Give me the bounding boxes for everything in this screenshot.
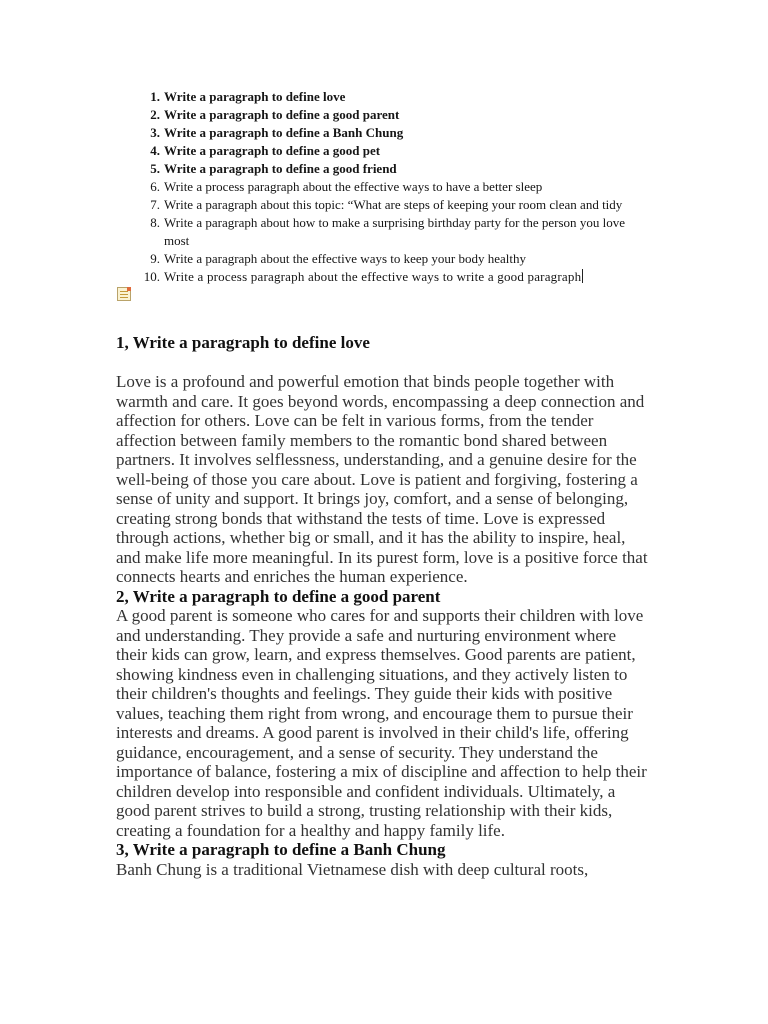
task-number: 7.	[150, 197, 160, 212]
task-item-3	[140, 124, 625, 142]
task-item-1	[140, 88, 625, 106]
task-number: 5.	[150, 161, 160, 176]
task-text: Write a paragraph to define love	[164, 89, 346, 104]
task-number: 4.	[150, 143, 160, 158]
task-text: Write a process paragraph about the effective ways to have a better sleep	[164, 179, 543, 194]
section-heading-parent: 2, Write a paragraph to define a good parent	[116, 586, 441, 606]
task-item-5	[140, 160, 625, 178]
text-cursor	[582, 269, 583, 283]
comment-note-icon[interactable]	[117, 287, 131, 301]
task-number: 9.	[150, 251, 160, 266]
task-text: Write a process paragraph about the effective ways to write a good paragraph	[164, 269, 582, 284]
task-item-6	[140, 178, 625, 196]
task-number: 8.	[150, 215, 160, 230]
document-body	[116, 333, 651, 879]
task-item-2	[140, 106, 625, 124]
task-text: Write a paragraph to define a Banh Chung	[164, 125, 404, 140]
task-text: Write a paragraph about how to make a surprising birthday party for the person you love most	[164, 215, 625, 248]
paragraph-banh-chung: Banh Chung is a traditional Vietnamese dish with deep cultural roots,	[116, 859, 589, 879]
task-number: 10.	[143, 269, 160, 284]
task-item-10	[140, 268, 625, 286]
task-item-9	[140, 250, 625, 268]
task-number: 2.	[150, 107, 160, 122]
task-list	[140, 88, 625, 286]
section-heading-banh-chung: 3, Write a paragraph to define a Banh Chung	[116, 840, 446, 859]
task-text: Write a paragraph to define a good pet	[164, 143, 381, 158]
paragraph-love: Love is a profound and powerful emotion that binds people together with warmth and care. It goes beyond words, encompassing a deep connection and affection for others. Love can be felt in various forms, from the tender affection between family members to the romantic bond shared between partners. It involves selflessness, understanding, and a genuine desire for the well-being of those you care about. Love is patient and forgiving, fostering a sense of unity and support. It brings joy, comfort, and a sense of belonging, creating strong bonds that withstand the tests of time. Love is expressed through actions, whether big or small, and it has the ability to inspire, heal, and make life more meaningful. In its purest form, love is a positive force that connects hearts and enriches the human experience.	[116, 372, 648, 586]
task-text: Write a paragraph to define a good friend	[164, 161, 397, 176]
task-item-4	[140, 142, 625, 160]
paragraph-parent: A good parent is someone who cares for and supports their children with love and understanding. They provide a safe and nurturing environment where their kids can grow, learn, and express themselves. Good parents are patient, showing kindness even in challenging situations, and they actively listen to their children's thoughts and feelings. They guide their kids with positive values, teaching them right from wrong, and encourage them to pursue their interests and dreams. A good parent is involved in their child's life, offering guidance, encouragement, and a sense of security. They understand the importance of balance, fostering a mix of discipline and affection to help their children develop into responsible and confident individuals. Ultimately, a good parent strives to build a strong, trusting relationship with their kids, creating a foundation for a healthy and happy family life.	[116, 606, 647, 840]
task-number: 6.	[150, 179, 160, 194]
task-text: Write a paragraph about the effective ways to keep your body healthy	[164, 251, 527, 266]
task-text: Write a paragraph about this topic: “What are steps of keeping your room clean and tidy	[164, 197, 623, 212]
task-number: 3.	[150, 125, 160, 140]
task-item-8	[140, 214, 625, 250]
spacer	[116, 353, 651, 373]
task-text: Write a paragraph to define a good parent	[164, 107, 400, 122]
section-heading-love: 1, Write a paragraph to define love	[116, 333, 370, 352]
task-number: 1.	[150, 89, 160, 104]
task-item-7	[140, 196, 625, 214]
